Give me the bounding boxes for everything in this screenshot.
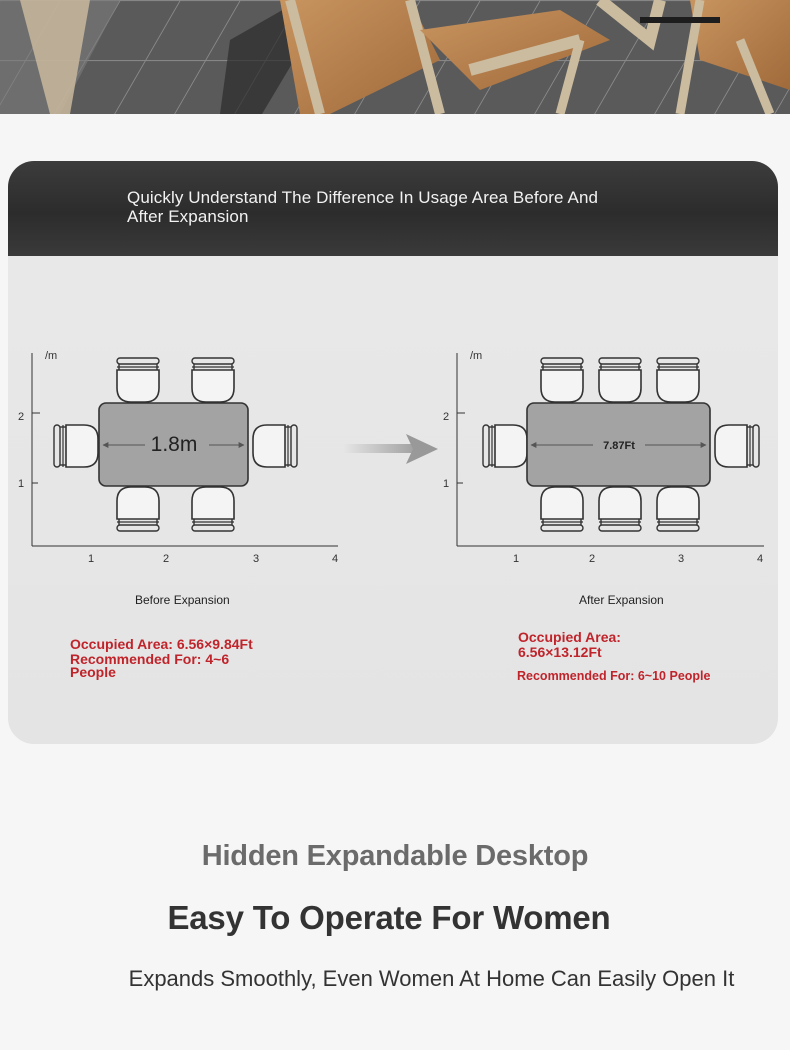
after-table-label: 7.87Ft [603, 440, 635, 452]
chair-icon [117, 487, 159, 531]
before-y-tick: 1 [18, 478, 25, 490]
chair-icon [192, 487, 234, 531]
after-y-tick: 1 [443, 478, 450, 490]
chair-icon [54, 425, 98, 467]
after-panel [443, 350, 764, 565]
after-x-tick: 1 [513, 553, 520, 565]
chair-icon [715, 425, 759, 467]
before-panel [18, 350, 338, 565]
chair-icon [541, 358, 583, 402]
card-header [8, 161, 778, 256]
before-y-tick: 2 [18, 411, 25, 423]
before-area-note: Occupied Area: 6.56×9.84Ft Recommended For: 4~6 People [70, 636, 253, 680]
chair-icon [657, 487, 699, 531]
chair-icon [117, 358, 159, 402]
product-photo [0, 0, 790, 114]
after-y-tick: 2 [443, 411, 450, 423]
feature-title: Easy To Operate For Women [167, 899, 611, 936]
after-caption: After Expansion [579, 593, 664, 607]
before-x-tick: 3 [253, 553, 260, 565]
chair-icon [541, 487, 583, 531]
card-title: Quickly Understand The Difference In Usage Area Before And After Expansion [127, 188, 599, 226]
feature-subtitle: Hidden Expandable Desktop [201, 840, 589, 872]
after-area-note: Occupied Area: 6.56×13.12Ft [518, 629, 621, 660]
comparison-card [8, 161, 778, 744]
expand-arrow-icon [344, 434, 438, 464]
chair-icon [599, 487, 641, 531]
after-x-tick: 4 [757, 553, 764, 565]
after-recommend-note: Recommended For: 6~10 People [517, 669, 711, 683]
after-x-tick: 3 [678, 553, 685, 565]
chair-icon [657, 358, 699, 402]
before-caption: Before Expansion [135, 593, 230, 607]
before-x-tick: 4 [332, 553, 339, 565]
before-unit: /m [45, 350, 58, 362]
feature-description: Expands Smoothly, Even Women At Home Can Easily Open It [128, 966, 735, 991]
chair-icon [599, 358, 641, 402]
before-x-tick: 1 [88, 553, 95, 565]
chair-icon [253, 425, 297, 467]
before-x-tick: 2 [163, 553, 170, 565]
after-unit: /m [470, 350, 483, 362]
before-table-label: 1.8m [150, 433, 198, 456]
after-x-tick: 2 [589, 553, 596, 565]
chair-icon [192, 358, 234, 402]
chair-icon [483, 425, 527, 467]
